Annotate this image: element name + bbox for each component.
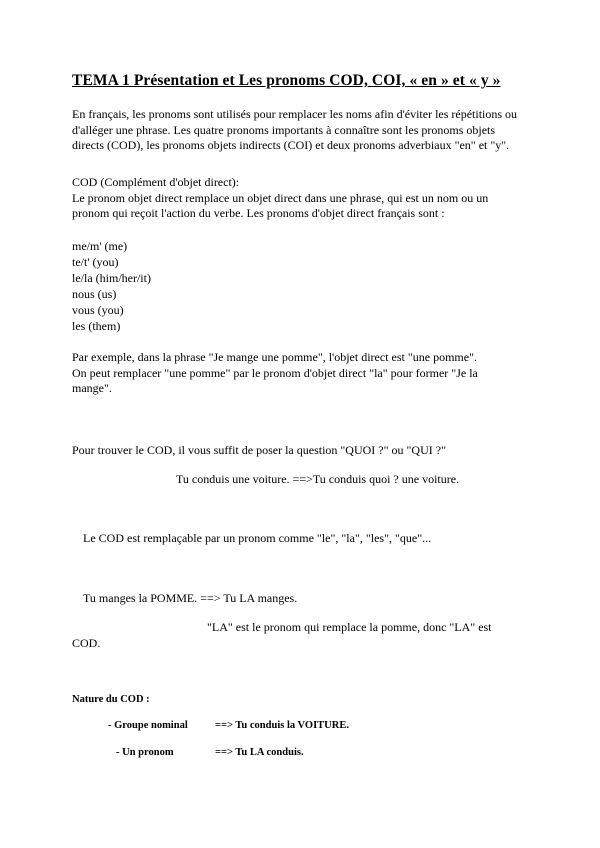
nature-heading: Nature du COD : — [72, 694, 150, 705]
pronoun-item: les (them) — [72, 319, 121, 333]
cod-section — [72, 175, 532, 222]
nature-item-example: ==> Tu conduis la VOITURE. — [215, 720, 349, 731]
intro-line: En français, les pronoms sont utilisés pour remplacer les noms afin d'éviter les répétitions ou — [72, 107, 518, 121]
example-line: Par exemple, dans la phrase "Je mange une pomme", l'objet direct est "une pomme". — [72, 350, 477, 364]
pronoun-item: te/t' (you) — [72, 255, 119, 269]
replaceable-line: Le COD est remplaçable par un pronom comme "le", "la", "les", "que"... — [83, 531, 432, 545]
question-line: Pour trouver le COD, il vous suffit de poser la question "QUOI ?" ou "QUI ?" — [72, 443, 446, 457]
pronoun-item: le/la (him/her/it) — [72, 271, 151, 285]
nature-item-label: - Groupe nominal — [108, 720, 188, 731]
la-explanation-end: COD. — [72, 636, 101, 650]
pronoun-list — [72, 238, 151, 334]
intro-paragraph — [72, 107, 532, 154]
intro-line: d'alléger une phrase. Les quatre pronoms importants à connaître sont les pronoms objets — [72, 122, 496, 137]
example-line: mange". — [72, 381, 112, 395]
nature-item-example: ==> Tu LA conduis. — [215, 747, 304, 758]
cod-desc-line: Le pronom objet direct remplace un objet direct dans une phrase, qui est un nom ou un — [72, 190, 489, 205]
pronoun-item: me/m' (me) — [72, 239, 128, 253]
intro-line: directs (COD), les pronoms objets indirects (COI) et deux pronoms adverbiaux "en" et "y". — [72, 138, 510, 152]
nature-item-label: - Un pronom — [116, 747, 174, 758]
page-title: TEMA 1 Présentation et Les pronoms COD, COI, « en » et « y » — [72, 72, 501, 89]
pronoun-item: vous (you) — [72, 303, 124, 317]
example-paragraph — [72, 350, 542, 397]
cod-heading: COD (Complément d'objet direct): — [72, 175, 240, 189]
pronoun-item: nous (us) — [72, 287, 117, 301]
pomme-example: Tu manges la POMME. ==> Tu LA manges. — [83, 591, 298, 605]
voiture-example: Tu conduis une voiture. ==>Tu conduis quoi ? une voiture. — [176, 472, 460, 486]
example-line: On peut remplacer "une pomme" par le pronom d'objet direct "la" pour former "Je la — [72, 365, 478, 380]
cod-desc-line: pronom qui reçoit l'action du verbe. Les pronoms d'objet direct français sont : — [72, 206, 445, 220]
la-explanation: "LA" est le pronom qui remplace la pomme, donc "LA" est — [207, 620, 492, 634]
